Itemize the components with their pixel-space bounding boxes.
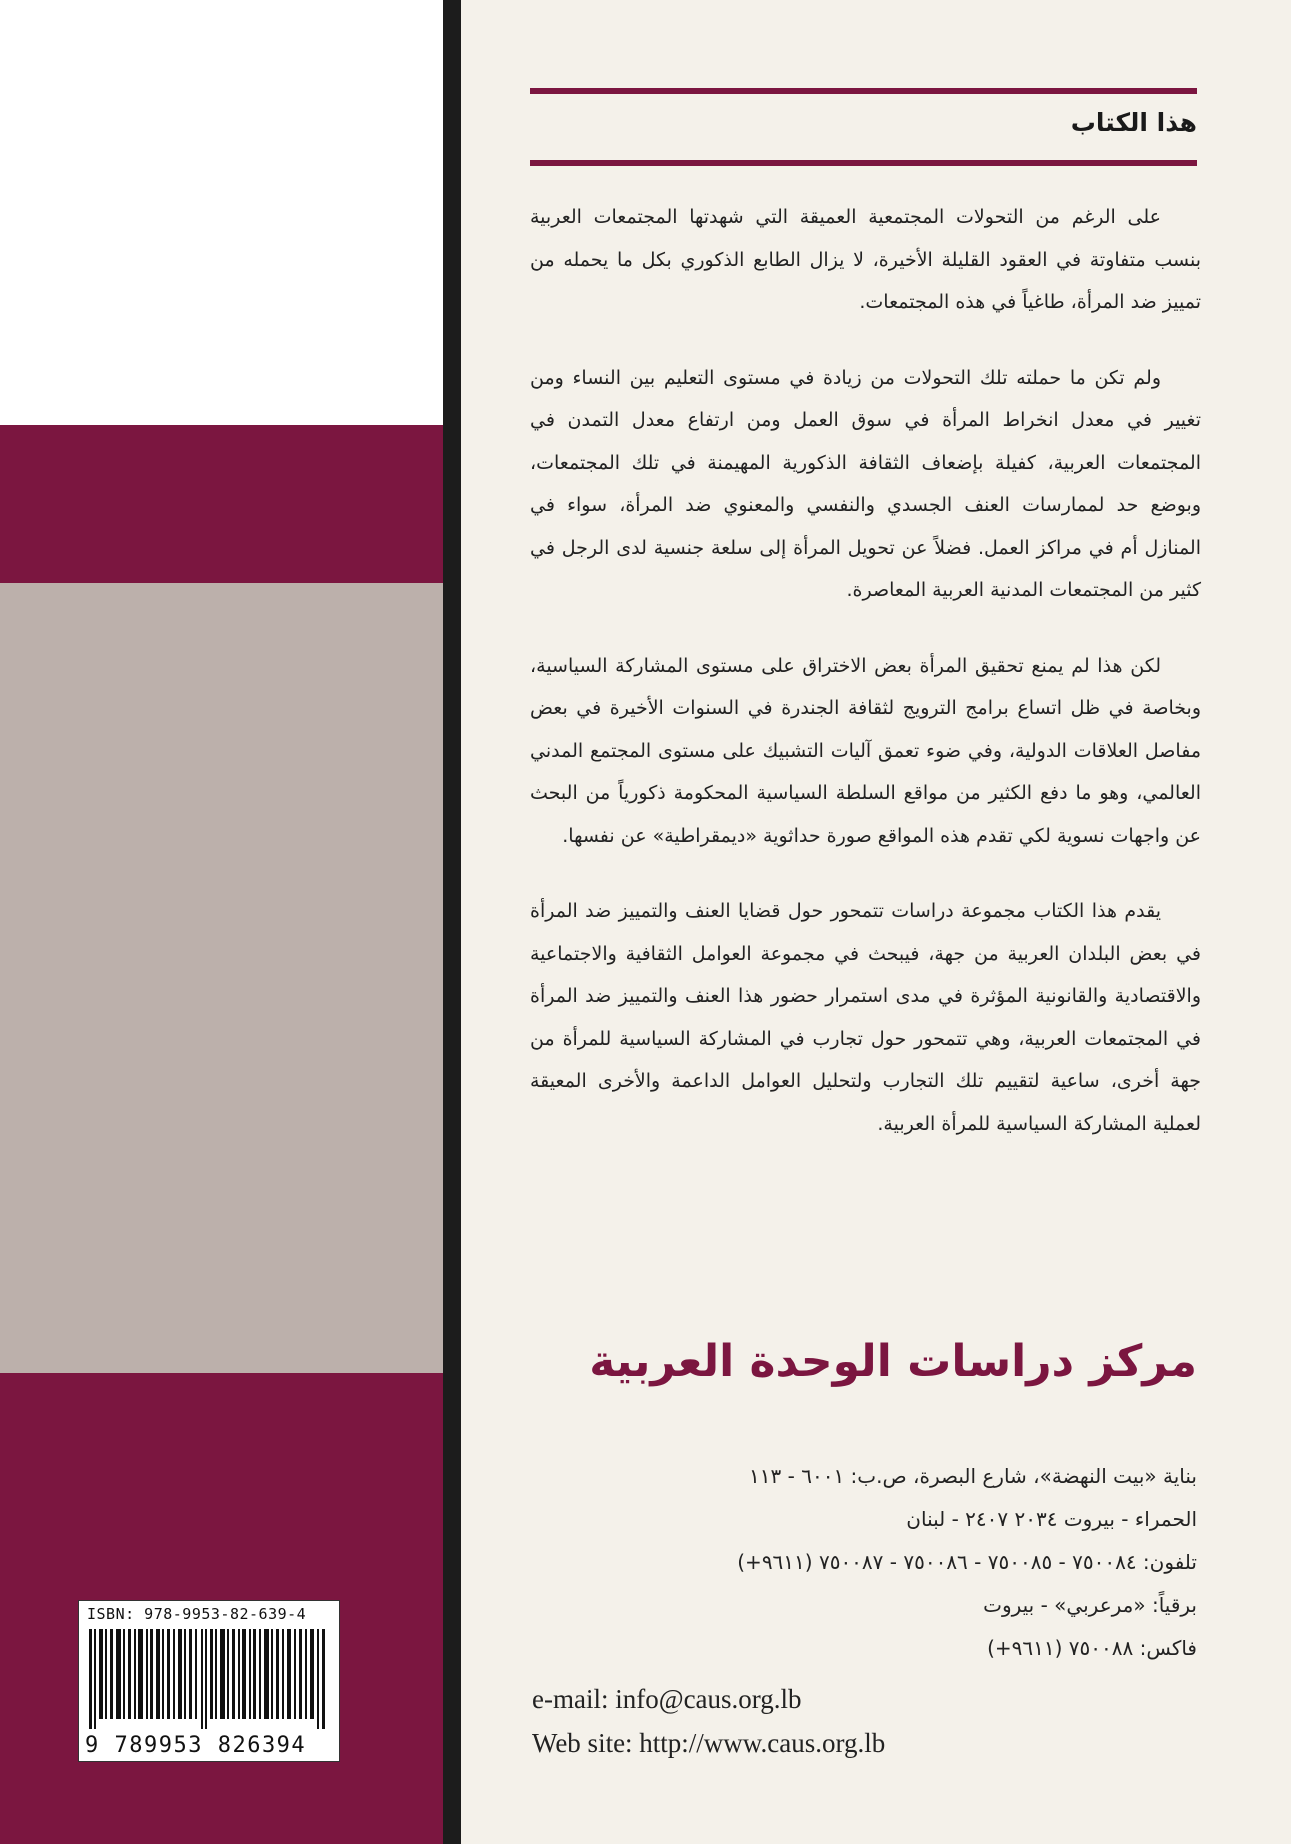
spine-edge: [443, 0, 461, 1844]
publisher-name: مركز دراسات الوحدة العربية: [589, 1336, 1197, 1387]
top-rule: [530, 88, 1197, 94]
address-line-telegram: برقياً: «مرعربي» - بيروت: [983, 1593, 1197, 1617]
website-text: Web site: http://www.caus.org.lb: [532, 1728, 886, 1758]
email-text: e-mail: info@caus.org.lb: [532, 1684, 802, 1714]
cover-left-panel: [0, 0, 443, 1844]
panel-grey-block: [0, 583, 443, 1373]
paragraph-3: لكن هذا لم يمنع تحقيق المرأة بعض الاختراق على مستوى المشاركة السياسية، وبخاصة في ظل اتساع برامج الترويج لثقافة الجندرة في السنوات الأخيرة في بعض مفاصل العلاقات الدولية، وفي ضوء تعمق آليات التشبيك على مستوى المجتمع المدني العالمي، وهو ما دفع الكثير من مواقع السلطة السياسية المحكومة ذكورياً من البحث عن واجهات نسوية لكي تقدم هذه المواقع صورة حداثوية «ديمقراطية» عن نفسها.: [530, 654, 1201, 847]
title-underline-rule: [530, 160, 1197, 166]
address-line-phone: تلفون: ٧٥٠٠٨٤ - ٧٥٠٠٨٥ - ٧٥٠٠٨٦ - ٧٥٠٠٨٧ (٩٦١١+): [737, 1550, 1197, 1574]
address-line-city: الحمراء - بيروت ٢٠٣٤ ٢٤٠٧ - لبنان: [906, 1507, 1197, 1531]
section-title: هذا الكتاب: [1070, 108, 1197, 137]
paragraph-2: ولم تكن ما حملته تلك التحولات من زيادة في مستوى التعليم بين النساء ومن تغيير في معدل انخراط المرأة في سوق العمل ومن ارتفاع معدل التمدن في المجتمعات العربية، كفيلة بإضعاف الثقافة الذكورية المهيمنة في تلك المجتمعات، وبوضع حد لممارسات العنف الجسدي والنفسي والمعنوي ضد المرأة، سواء في المنازل أم في مراكز العمل. فضلاً عن تحويل المرأة إلى سلعة جنسية لدى الرجل في كثير من المجتمعات المدنية العربية المعاصرة.: [530, 366, 1201, 601]
paragraph-4: يقدم هذا الكتاب مجموعة دراسات تتمحور حول قضايا العنف والتمييز ضد المرأة في بعض البلدان العربية من جهة، فيبحث في مجموعة العوامل الثقافية والاجتماعية والاقتصادية والقانونية المؤثرة في مدى استمرار حضور هذا العنف والتمييز ضد المرأة في المجتمعات العربية، وهي تتمحور حول تجارب في المشاركة السياسية للمرأة من جهة أخرى، ساعية لتقييم تلك التجارب ولتحليل العوامل الداعمة والأخرى المعيقة لعملية المشاركة السياسية للمرأة العربية.: [530, 900, 1201, 1135]
book-description: [530, 196, 1201, 1178]
publisher-contact: [532, 1677, 885, 1765]
address-line-fax: فاكس: ٧٥٠٠٨٨ (٩٦١١+): [987, 1636, 1197, 1660]
publisher-address: [530, 1455, 1197, 1670]
isbn-digits: 9 789953 826394: [85, 1733, 307, 1758]
panel-maroon-band: [0, 425, 443, 583]
isbn-barcode: [78, 1600, 340, 1762]
panel-white-block: [0, 0, 443, 425]
address-line-building: بناية «بيت النهضة»، شارع البصرة، ص.ب: ٦٠٠١ - ١١٣: [749, 1464, 1197, 1488]
barcode-icon: [89, 1629, 329, 1729]
isbn-label: ISBN: 978-9953-82-639-4: [87, 1605, 307, 1623]
paragraph-1: على الرغم من التحولات المجتمعية العميقة التي شهدتها المجتمعات العربية بنسب متفاوتة في العقود القليلة الأخيرة، لا يزال الطابع الذكوري بكل ما يحمله من تمييز ضد المرأة، طاغياً في هذه المجتمعات.: [530, 206, 1201, 313]
